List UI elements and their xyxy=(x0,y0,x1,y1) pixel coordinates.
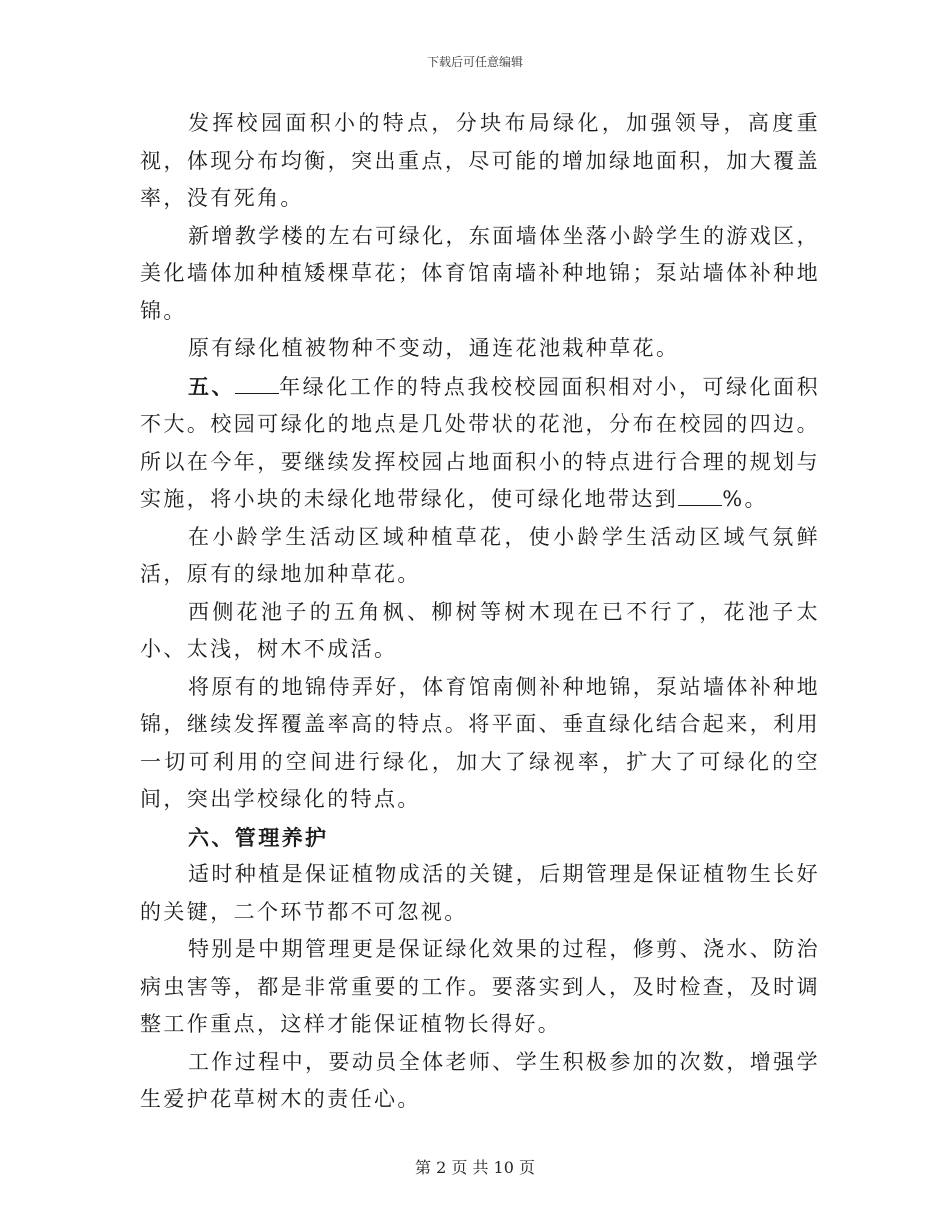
paragraph: 特别是中期管理更是保证绿化效果的过程，修剪、浇水、防治病虫害等，都是非常重要的工作。要落实到人，及时检查，及时调整工作重点，这样才能保证植物长得好。 xyxy=(140,937,820,1036)
percent-blank xyxy=(678,487,722,506)
paragraph: 工作过程中，要动员全体老师、学生积极参加的次数，增强学生爱护花草树木的责任心。 xyxy=(140,1049,820,1111)
section-five-label: 五、 xyxy=(188,373,236,399)
paragraph: 发挥校园面积小的特点，分块布局绿化，加强领导，高度重视，体现分布均衡，突出重点，尽可能的增加绿地面积，加大覆盖率，没有死角。 xyxy=(140,111,820,210)
section-heading: 六、管理养护 xyxy=(188,824,329,850)
paragraph: 将原有的地锦侍弄好，体育馆南侧补种地锦，泵站墙体补种地锦，继续发挥覆盖率高的特点。将平面、垂直绿化结合起来，利用一切可利用的空间进行绿化，加大了绿视率，扩大了可绿化的空间，突出学校绿化的特点。 xyxy=(140,674,820,811)
page-footer: 第 2 页 共 10 页 xyxy=(415,1158,535,1177)
paragraph: 原有绿化植被物种不变动，通连花池栽种草花。 xyxy=(188,336,680,360)
section-five-paragraph xyxy=(140,368,820,519)
paragraph: 新增教学楼的左右可绿化，东面墙体坐落小龄学生的游戏区，美化墙体加种植矮棵草花；体育馆南墙补种地锦；泵站墙体补种地锦。 xyxy=(140,223,820,323)
page-header: 下载后可任意编辑 xyxy=(426,55,523,69)
paragraph: 在小龄学生活动区域种植草花，使小龄学生活动区域气氛鲜活，原有的绿地加种草花。 xyxy=(140,524,820,586)
section-five-text: 年绿化工作的特点我校校园面积相对小，可绿化面积不大。校园可绿化的地点是几处带状的花池，分布在校园的四边。所以在今年，要继续发挥校园占地面积小的特点进行合理的规划与实施，将小块的未绿化地带绿化，使可绿化地带达到 xyxy=(140,374,820,511)
paragraph: 适时种植是保证植物成活的关键，后期管理是保证植物生长好的关键，二个环节都不可忽视。 xyxy=(140,862,820,924)
year-blank xyxy=(235,375,279,394)
document-body xyxy=(140,105,820,1119)
paragraph: 西侧花池子的五角枫、柳树等树木现在已不行了，花池子太小、太浅，树木不成活。 xyxy=(140,599,820,661)
section-five-text-end: %。 xyxy=(722,487,768,511)
